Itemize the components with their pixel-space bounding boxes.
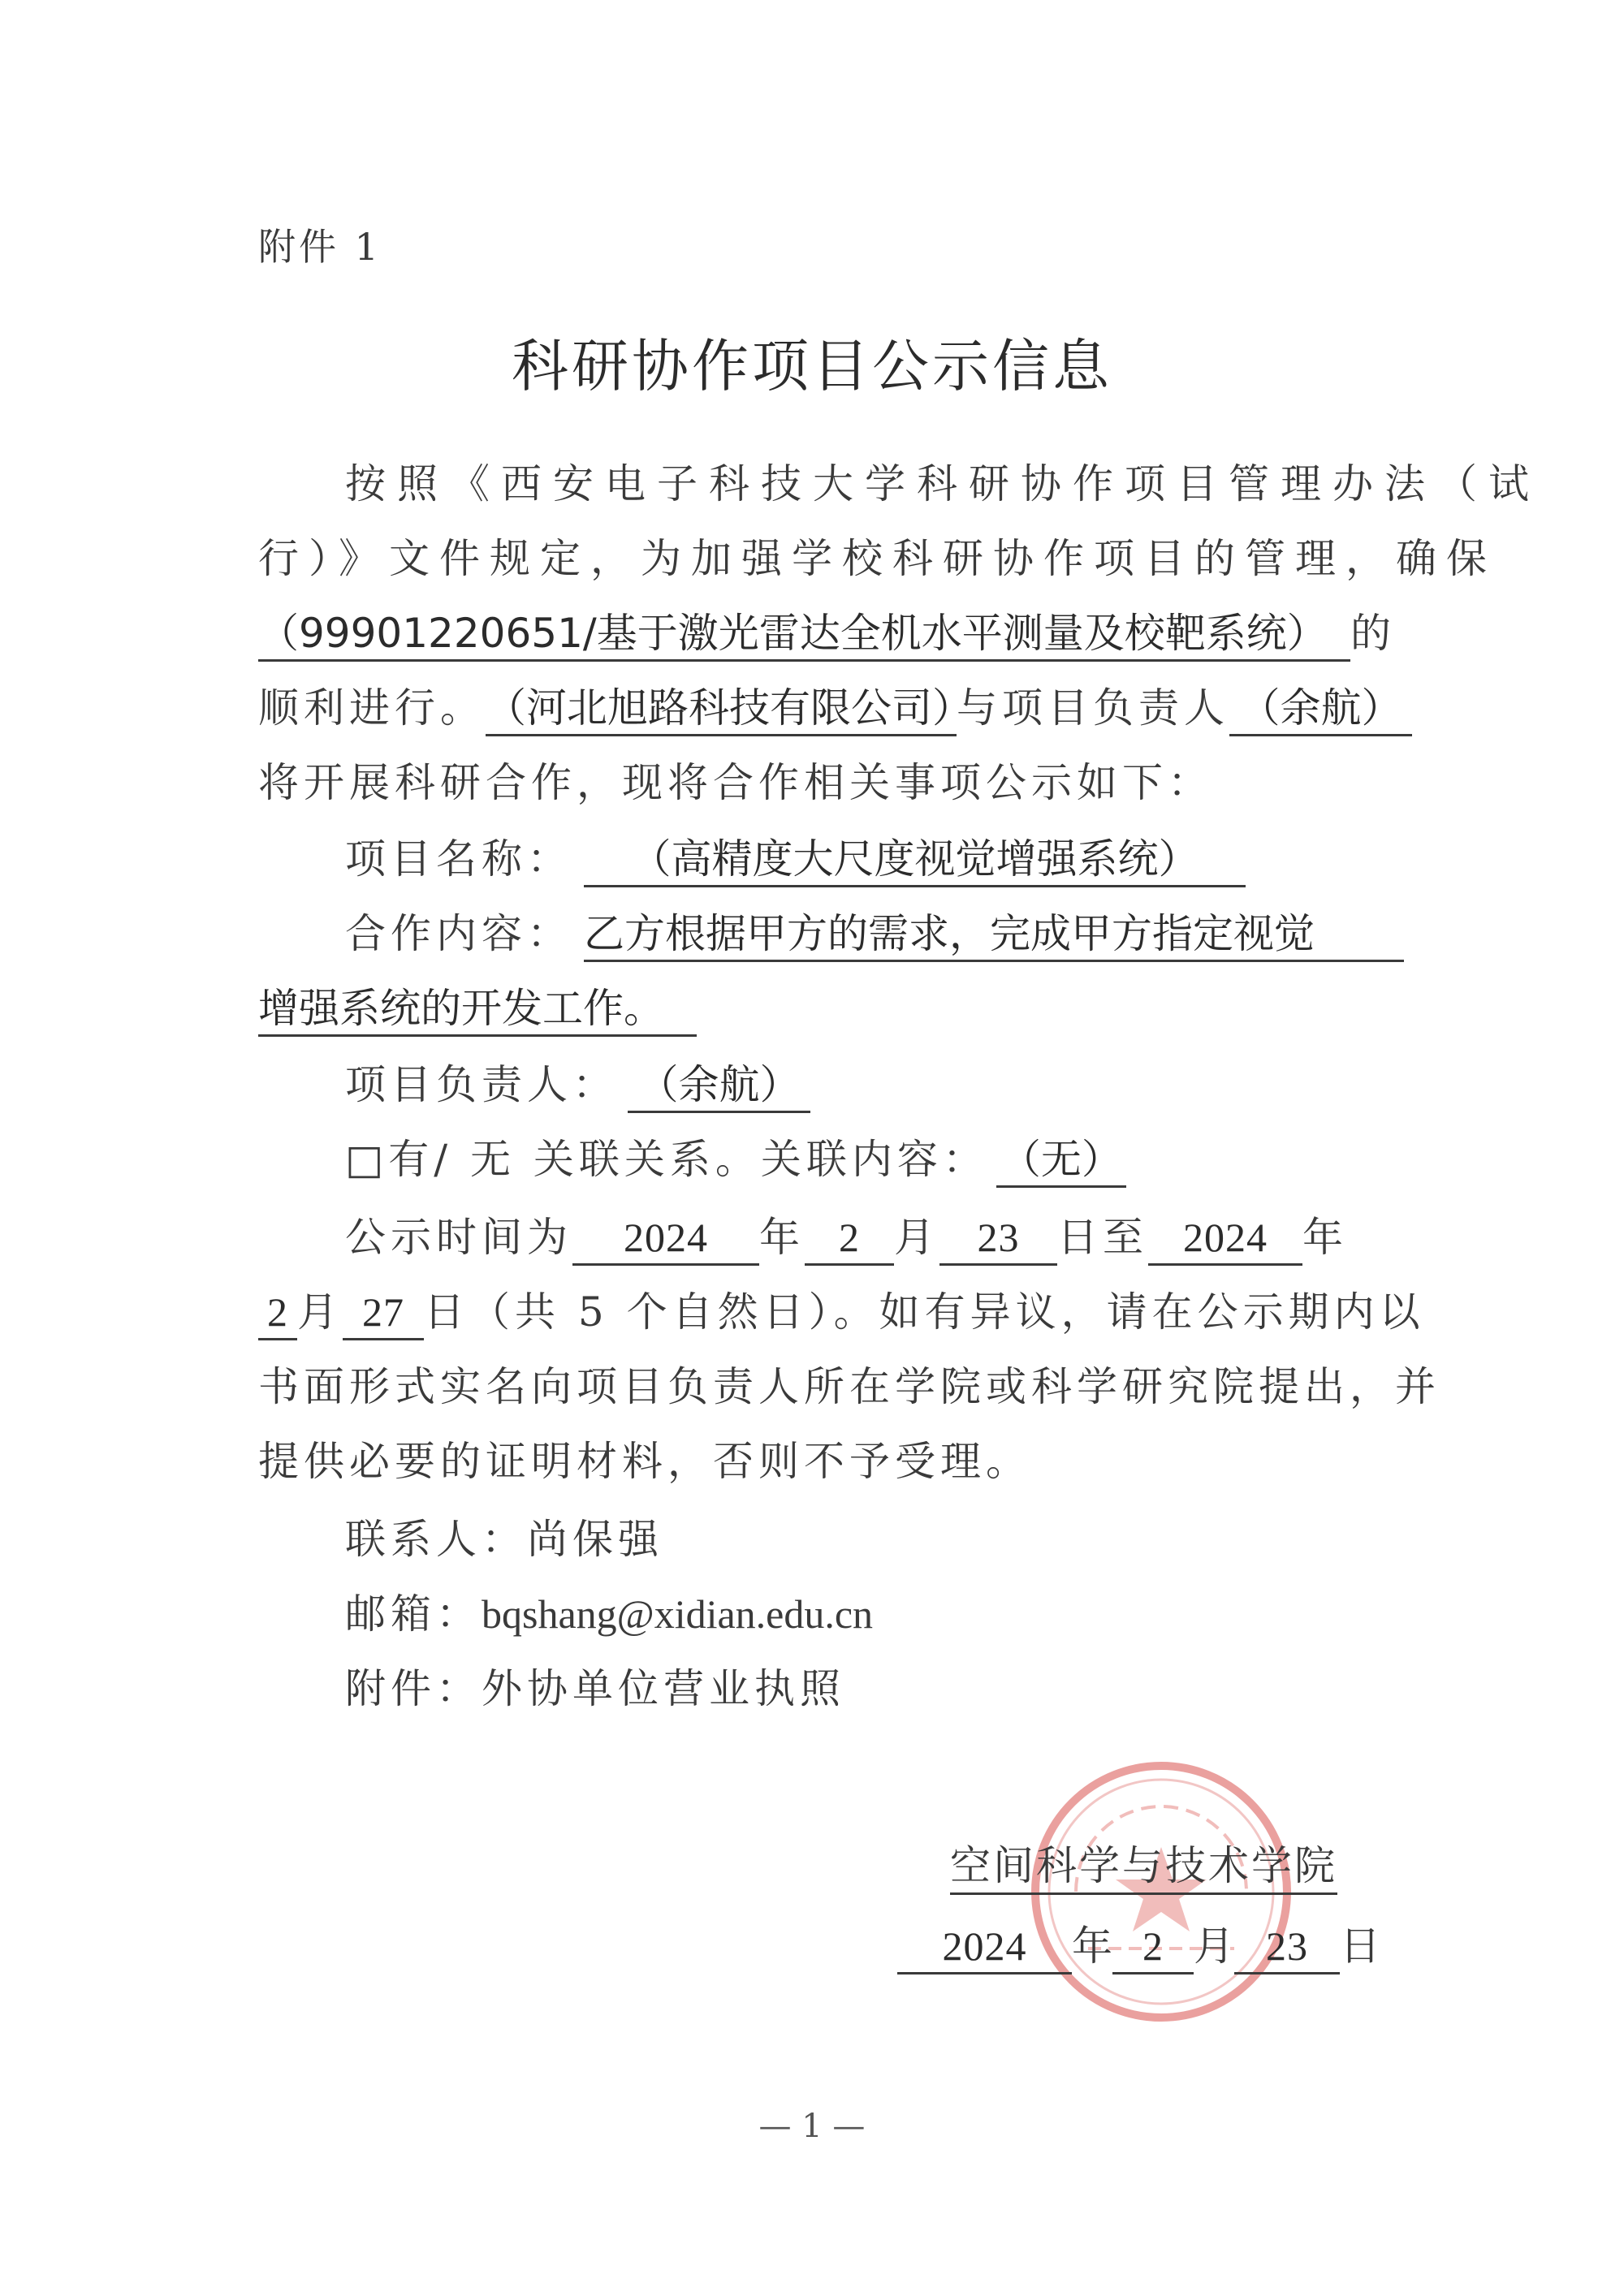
page-title: 科研协作项目公示信息	[512, 333, 1112, 399]
project-reference: （99901220651/基于激光雷达全机水平测量及校靶系统）	[258, 607, 1350, 662]
intro-text-2: 行）》文件规定，为加强学校科研协作项目的管理，确保	[258, 535, 1497, 582]
period-line-2	[258, 1283, 1425, 1341]
project-name-row	[345, 830, 1393, 888]
leader-inline: （余航）	[1229, 682, 1412, 736]
start-month-char: 月	[894, 1214, 939, 1261]
intro-text-3-suffix: 的	[1350, 610, 1396, 657]
intro-line-3	[258, 604, 1395, 662]
start-day-char: 日至	[1057, 1214, 1148, 1261]
email-label: 邮箱：	[345, 1590, 482, 1638]
email-row	[345, 1585, 1393, 1643]
cooperation-content-row-2	[258, 979, 1395, 1038]
period-prefix: 公示时间为	[345, 1214, 572, 1261]
sign-month-char: 月	[1194, 1923, 1234, 1970]
cooperation-content-label: 合作内容：	[345, 910, 572, 957]
intro-text-4-mid: 与项目负责人	[957, 684, 1229, 732]
intro-text-1: 按照《西安电子科技大学科研协作项目管理办法（试	[345, 460, 1540, 507]
page-number: — 1 —	[758, 2108, 866, 2145]
sign-day-char: 日	[1340, 1923, 1380, 1970]
intro-text-5: 将开展科研合作，现将合作相关事项公示如下：	[258, 759, 1213, 806]
period-line-1	[345, 1208, 1393, 1267]
period-rest: 日（共 5 个自然日）。如有异议，请在公示期内以	[424, 1288, 1425, 1336]
intro-line-4	[258, 679, 1402, 737]
project-leader-label: 项目负责人：	[345, 1061, 618, 1108]
attachment-name: 外协单位营业执照	[482, 1665, 845, 1712]
period-text-3: 书面形式实名向项目负责人所在学院或科学研究院提出，并	[258, 1363, 1440, 1410]
end-year-char: 年	[1302, 1214, 1348, 1261]
intro-line-5	[258, 753, 1395, 812]
project-leader-value: （余航）	[628, 1059, 810, 1113]
email-address: bqshang@xidian.edu.cn	[482, 1591, 874, 1637]
period-line-4	[258, 1432, 1395, 1491]
signing-organization: 空间科学与技术学院	[950, 1839, 1337, 1895]
relation-text: □有/ 无 关联关系。关联内容：	[345, 1136, 988, 1183]
relation-value: （无）	[996, 1133, 1126, 1188]
project-name-label: 项目名称：	[345, 835, 572, 883]
project-leader-row	[345, 1055, 1393, 1114]
contact-person-row	[345, 1510, 1393, 1569]
company-name: （河北旭路科技有限公司）	[486, 682, 957, 736]
relation-row	[345, 1130, 1393, 1189]
end-month: 2	[258, 1286, 297, 1340]
attachment-label: 附件 1	[258, 225, 382, 269]
sign-day: 23	[1234, 1920, 1340, 1974]
intro-text-4-prefix: 顺利进行。	[258, 684, 486, 732]
project-name-value: （高精度大尺度视觉增强系统）	[584, 833, 1246, 887]
sign-year-char: 年	[1072, 1923, 1112, 1970]
intro-line-1	[345, 455, 1540, 513]
start-month: 2	[805, 1211, 894, 1266]
start-year: 2024	[572, 1211, 759, 1266]
end-year: 2024	[1148, 1211, 1302, 1266]
sign-month: 2	[1112, 1920, 1194, 1974]
start-year-char: 年	[759, 1214, 805, 1261]
contact-person-label: 联系人：	[345, 1516, 527, 1563]
end-month-char: 月	[297, 1288, 343, 1336]
signing-date	[897, 1918, 1380, 1974]
sign-year: 2024	[897, 1920, 1072, 1974]
attachment-row-label: 附件：	[345, 1665, 482, 1712]
period-line-3	[258, 1357, 1440, 1416]
start-day: 23	[939, 1211, 1057, 1266]
cooperation-content-value-1: 乙方根据甲方的需求，完成甲方指定视觉	[584, 908, 1404, 962]
attachment-row	[345, 1659, 1393, 1718]
period-text-4: 提供必要的证明材料，否则不予受理。	[258, 1438, 1031, 1485]
cooperation-content-row	[345, 904, 1393, 963]
contact-person: 尚保强	[527, 1516, 663, 1563]
intro-line-2	[258, 529, 1497, 588]
cooperation-content-value-2: 增强系统的开发工作。	[258, 982, 697, 1037]
end-day: 27	[343, 1286, 424, 1340]
